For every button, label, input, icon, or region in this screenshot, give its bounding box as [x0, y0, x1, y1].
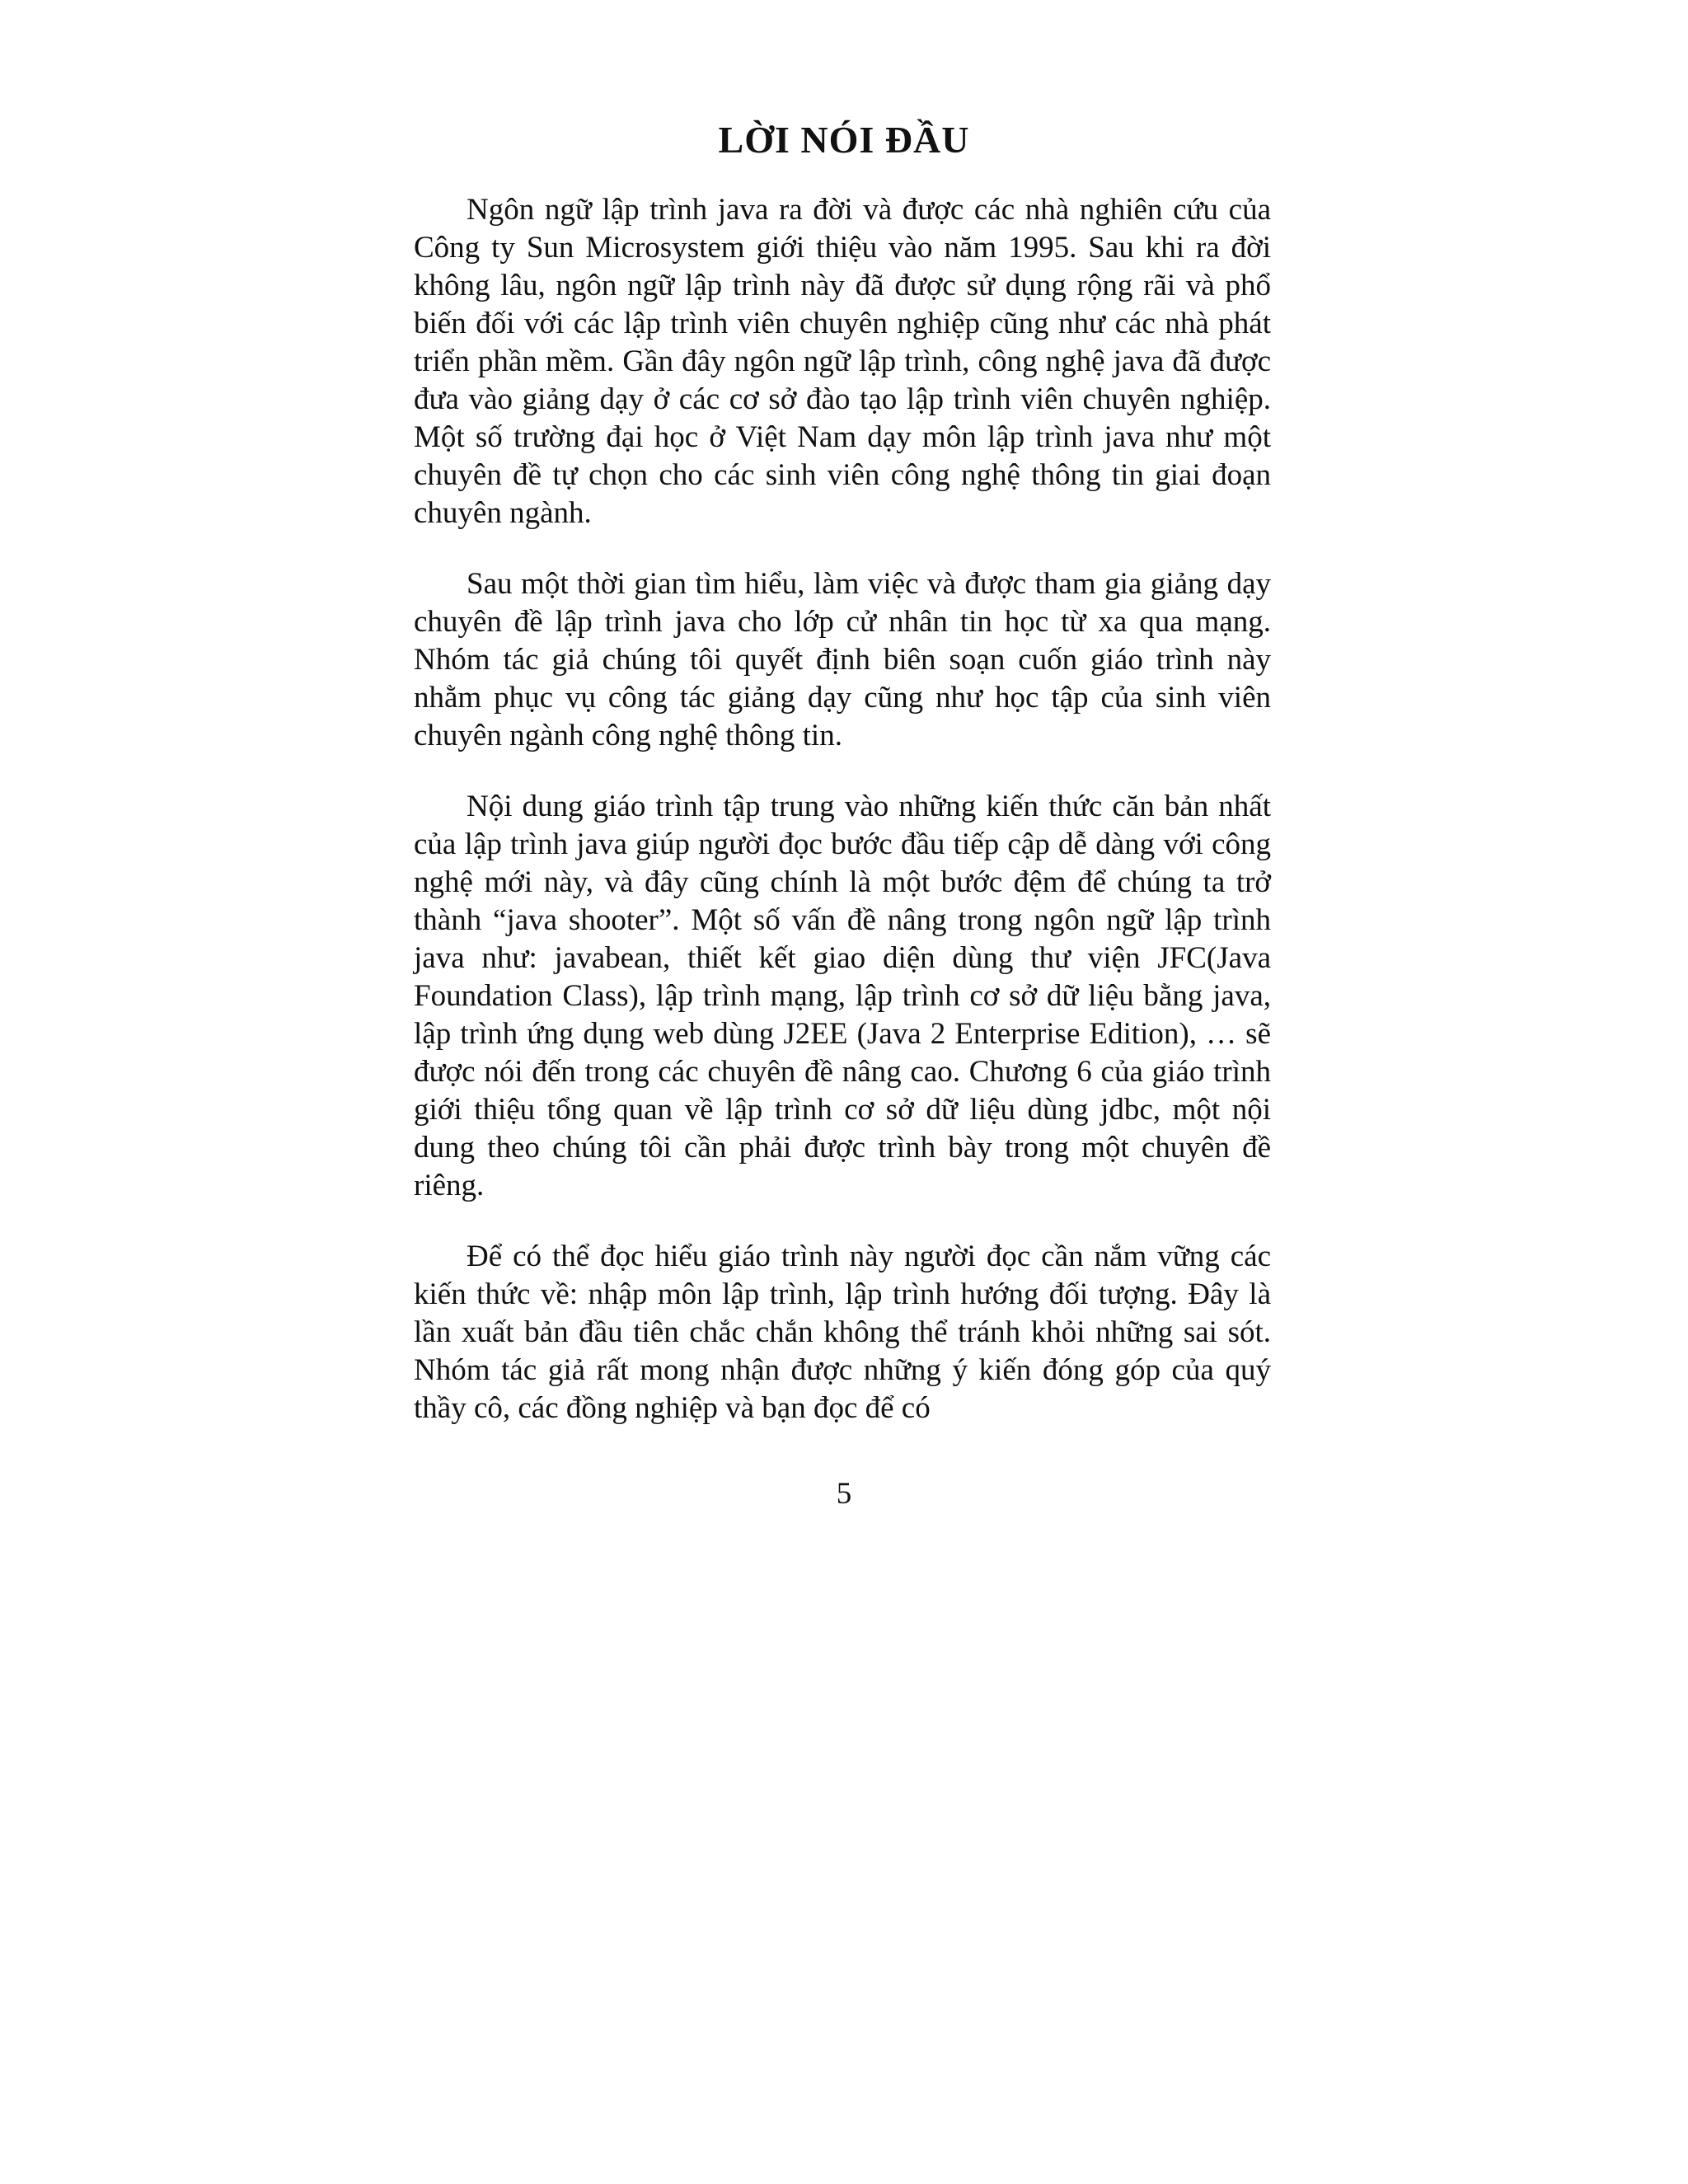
- page-title: LỜI NÓI ĐẦU: [718, 119, 970, 161]
- body-text: [414, 191, 1271, 1460]
- paragraph-3: Nội dung giáo trình tập trung vào những kiến thức căn bản nhất của lập trình java giúp người đọc bước đầu tiếp cập dễ dàng với công nghệ mới này, và đây cũng chính là một bước đệm để chúng ta trở thành “java shooter”. Một số vấn đề nâng trong ngôn ngữ lập trình java như: javabean, thiết kết giao diện dùng thư viện JFC(Java Foundation Class), lập trình mạng, lập trình cơ sở dữ liệu bằng java, lập trình ứng dụng web dùng J2EE (Java 2 Enterprise Edition), … sẽ được nói đến trong các chuyên đề nâng cao. Chương 6 của giáo trình giới thiệu tổng quan về lập trình cơ sở dữ liệu dùng jdbc, một nội dung theo chúng tôi cần phải được trình bày trong một chuyên đề riêng.: [414, 790, 1271, 1202]
- paragraph-1: Ngôn ngữ lập trình java ra đời và được các nhà nghiên cứu của Công ty Sun Microsystem giới thiệu vào năm 1995. Sau khi ra đời không lâu, ngôn ngữ lập trình này đã được sử dụng rộng rãi và phổ biến đối với các lập trình viên chuyên nghiệp cũng như các nhà phát triển phần mềm. Gần đây ngôn ngữ lập trình, công nghệ java đã được đưa vào giảng dạy ở các cơ sở đào tạo lập trình viên chuyên nghiệp. Một số trường đại học ở Việt Nam dạy môn lập trình java như một chuyên đề tự chọn cho các sinh viên công nghệ thông tin giai đoạn chuyên ngành.: [414, 193, 1271, 530]
- paragraph-4: Để có thể đọc hiểu giáo trình này người đọc cần nắm vững các kiến thức về: nhập môn lập trình, lập trình hướng đối tượng. Đây là lần xuất bản đầu tiên chắc chắn không thể tránh khỏi những sai sót. Nhóm tác giả rất mong nhận được những ý kiến đóng góp của quý thầy cô, các đồng nghiệp và bạn đọc để có: [414, 1240, 1271, 1425]
- page-number: 5: [836, 1477, 852, 1511]
- paragraph-2: Sau một thời gian tìm hiểu, làm việc và được tham gia giảng dạy chuyên đề lập trình java cho lớp cử nhân tin học từ xa qua mạng. Nhóm tác giả chúng tôi quyết định biên soạn cuốn giáo trình này nhằm phục vụ công tác giảng dạy cũng như học tập của sinh viên chuyên ngành công nghệ thông tin.: [414, 567, 1271, 752]
